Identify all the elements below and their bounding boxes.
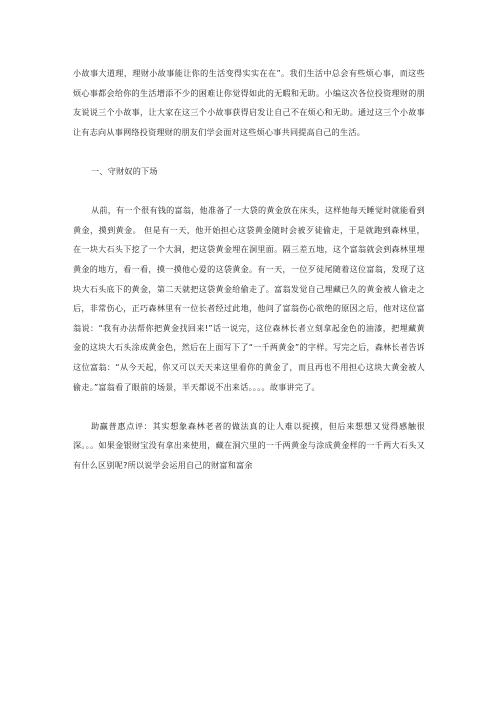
intro-paragraph: 小故事大道理，理财小故事能让你的生活变得实实在在”。我们生活中总会有些烦心事，而这些烦心事都会给你的生活增添不少的困难让你觉得如此的无暇和无助。小编这次各位投资理财的朋友说说三个小故事，让大家在这三个小故事获得启发让自己不在烦心和无助。通过这三个小故事让有志向从事网络投资理财的朋友们学会面对这些烦心事共同提高自己的生活。 xyxy=(73,68,425,137)
commentary-paragraph: 助赢普惠点评：其实想象森林老者的做法真的让人难以捉摸，但后来想想又觉得感触很深。。。如果金银财宝没有拿出来使用，藏在洞穴里的一千两黄金与涂成黄金样的一千两大石头又有什么区别呢?所以说学会运用自己的财富和富余 xyxy=(73,420,425,470)
story-paragraph: 从前，有一个很有钱的富翁，他准备了一大袋的黄金放在床头，这样他每天睡觉时就能看到黄金，摸到黄金。 但是有一天，他开始担心这袋黄金随时会被歹徒偷走，于是就跑到森林里，在一块大石头下挖了一个大洞，把这袋黄金埋在洞里面。隔三差五地，这个富翁就会到森林里埋黄金的地方，看一看，摸一摸他心爱的这袋黄金。有一天，一位歹徒尾随着这位富翁，发现了这块大石头底下的黄金，第二天就把这袋黄金给偷走了。富翁发觉自己埋藏已久的黄金被人偷走之后，非常伤心，正巧森林里有一位长者经过此地，他问了富翁伤心欲绝的原因之后，他对这位富翁说：“我有办法帮你把黄金找回来!”话一说完，这位森林长者立刻拿起金色的油漆，把埋藏黄金的这块大石头涂成黄金色，然后在上面写下了“一千两黄金”的字样。写完之后，森林长者告诉这位富翁：“从今天起，你又可以天天来这里看你的黄金了，而且再也不用担心这块大黄金被人偷走。”富翁看了眼前的场景，半天都说不出来话。。。。故事讲完了。 xyxy=(73,205,425,392)
document-body xyxy=(73,64,425,475)
section-heading: 一、守财奴的下场 xyxy=(91,165,158,176)
